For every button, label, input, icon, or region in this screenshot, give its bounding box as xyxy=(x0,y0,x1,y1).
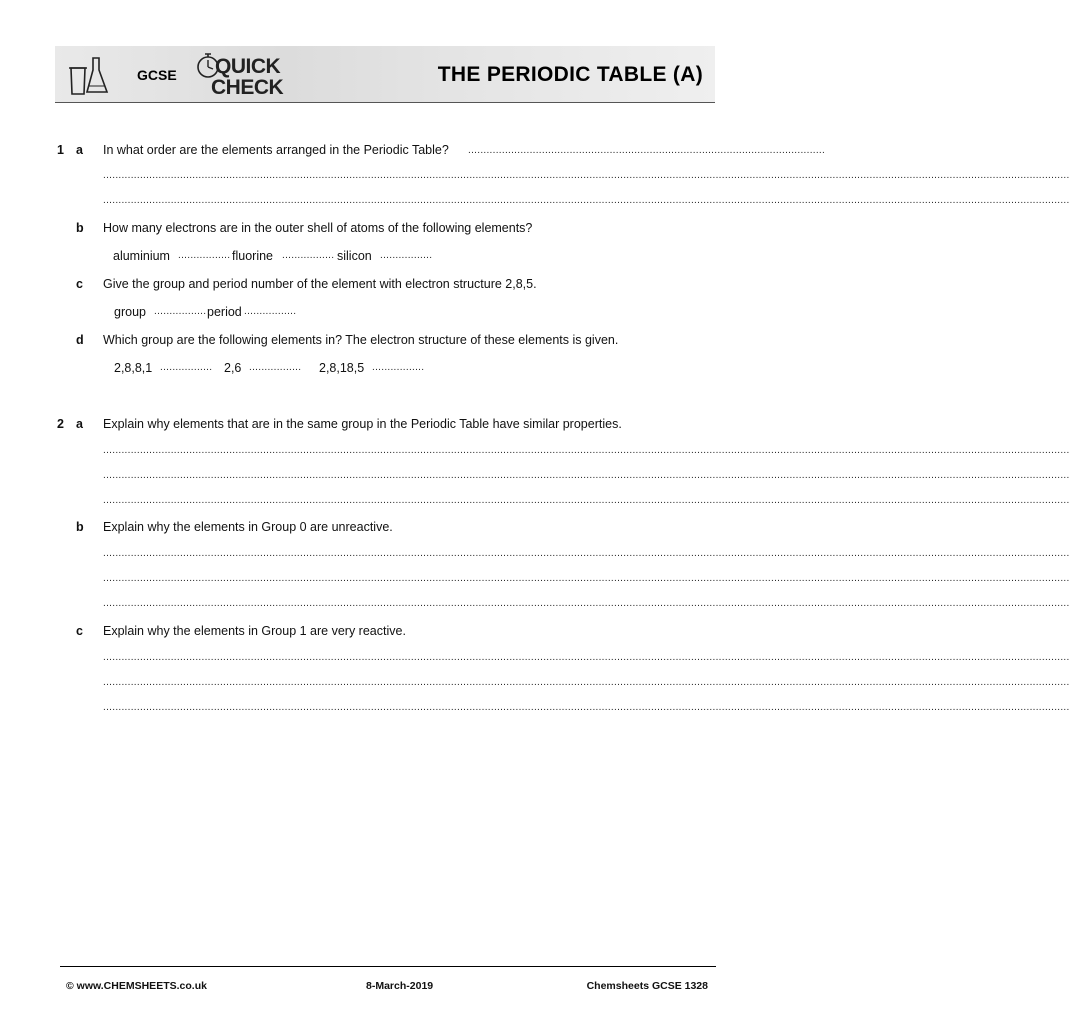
answer-line[interactable]: .......................................................................................................................................................................................................................................................................................................................... xyxy=(103,677,1070,688)
question-2a-text: Explain why elements that are in the same group in the Periodic Table have similar properties. xyxy=(103,417,622,431)
part-letter: b xyxy=(76,520,84,534)
gcse-label: GCSE xyxy=(137,67,177,83)
footer-code: Chemsheets GCSE 1328 xyxy=(586,980,708,992)
answer-blank[interactable]: ................. xyxy=(160,362,213,373)
electron-structure: 2,8,18,5 xyxy=(319,361,365,375)
electron-structure: 2,6 xyxy=(224,361,242,375)
answer-line[interactable]: .......................................................................................................................................................................................................................................................................................................................... xyxy=(103,170,1070,181)
question-number: 1 xyxy=(57,143,64,157)
period-label: period xyxy=(207,305,242,319)
question-1c-text: Give the group and period number of the element with electron structure 2,8,5. xyxy=(103,277,537,291)
part-letter: a xyxy=(76,143,83,157)
answer-blank[interactable]: ................. xyxy=(154,306,207,317)
element-label: fluorine xyxy=(232,249,273,263)
logo-check: CHECK xyxy=(211,76,284,99)
footer-divider xyxy=(60,966,716,967)
header-banner xyxy=(55,46,715,103)
answer-line[interactable]: .................................................................................................................... xyxy=(468,145,826,156)
answer-blank[interactable]: ................. xyxy=(244,306,297,317)
question-1d-text: Which group are the following elements in? The electron structure of these elements is given. xyxy=(103,333,619,347)
question-1b-text: How many electrons are in the outer shell of atoms of the following elements? xyxy=(103,221,533,235)
element-label: silicon xyxy=(337,249,372,263)
footer-website: © www.CHEMSHEETS.co.uk xyxy=(66,980,207,992)
question-2c-text: Explain why the elements in Group 1 are very reactive. xyxy=(103,624,406,638)
answer-blank[interactable]: ................. xyxy=(380,250,433,261)
answer-blank[interactable]: ................. xyxy=(372,362,425,373)
part-letter: a xyxy=(76,417,83,431)
answer-line[interactable]: .......................................................................................................................................................................................................................................................................................................................... xyxy=(103,195,1070,206)
question-1a-text: In what order are the elements arranged in the Periodic Table? xyxy=(103,143,449,157)
answer-line[interactable]: .......................................................................................................................................................................................................................................................................................................................... xyxy=(103,702,1070,713)
page-title: THE PERIODIC TABLE (A) xyxy=(437,63,703,86)
part-letter: c xyxy=(76,624,83,638)
answer-blank[interactable]: ................. xyxy=(282,250,335,261)
part-letter: d xyxy=(76,333,84,347)
answer-line[interactable]: .......................................................................................................................................................................................................................................................................................................................... xyxy=(103,445,1070,456)
electron-structure: 2,8,8,1 xyxy=(114,361,153,375)
answer-line[interactable]: .......................................................................................................................................................................................................................................................................................................................... xyxy=(103,598,1070,609)
question-2b-text: Explain why the elements in Group 0 are unreactive. xyxy=(103,520,393,534)
answer-line[interactable]: .......................................................................................................................................................................................................................................................................................................................... xyxy=(103,652,1070,663)
element-label: aluminium xyxy=(113,249,170,263)
answer-blank[interactable]: ................. xyxy=(249,362,302,373)
answer-line[interactable]: .......................................................................................................................................................................................................................................................................................................................... xyxy=(103,548,1070,559)
answer-blank[interactable]: ................. xyxy=(178,250,231,261)
part-letter: c xyxy=(76,277,83,291)
answer-line[interactable]: .......................................................................................................................................................................................................................................................................................................................... xyxy=(103,470,1070,481)
footer-date: 8-March-2019 xyxy=(366,980,434,992)
part-letter: b xyxy=(76,221,84,235)
group-label: group xyxy=(114,305,146,319)
question-number: 2 xyxy=(57,417,64,431)
answer-line[interactable]: .......................................................................................................................................................................................................................................................................................................................... xyxy=(103,573,1070,584)
logo-quick: QUICK xyxy=(215,55,281,78)
lab-glassware-icon xyxy=(65,54,111,98)
answer-line[interactable]: .......................................................................................................................................................................................................................................................................................................................... xyxy=(103,495,1070,506)
